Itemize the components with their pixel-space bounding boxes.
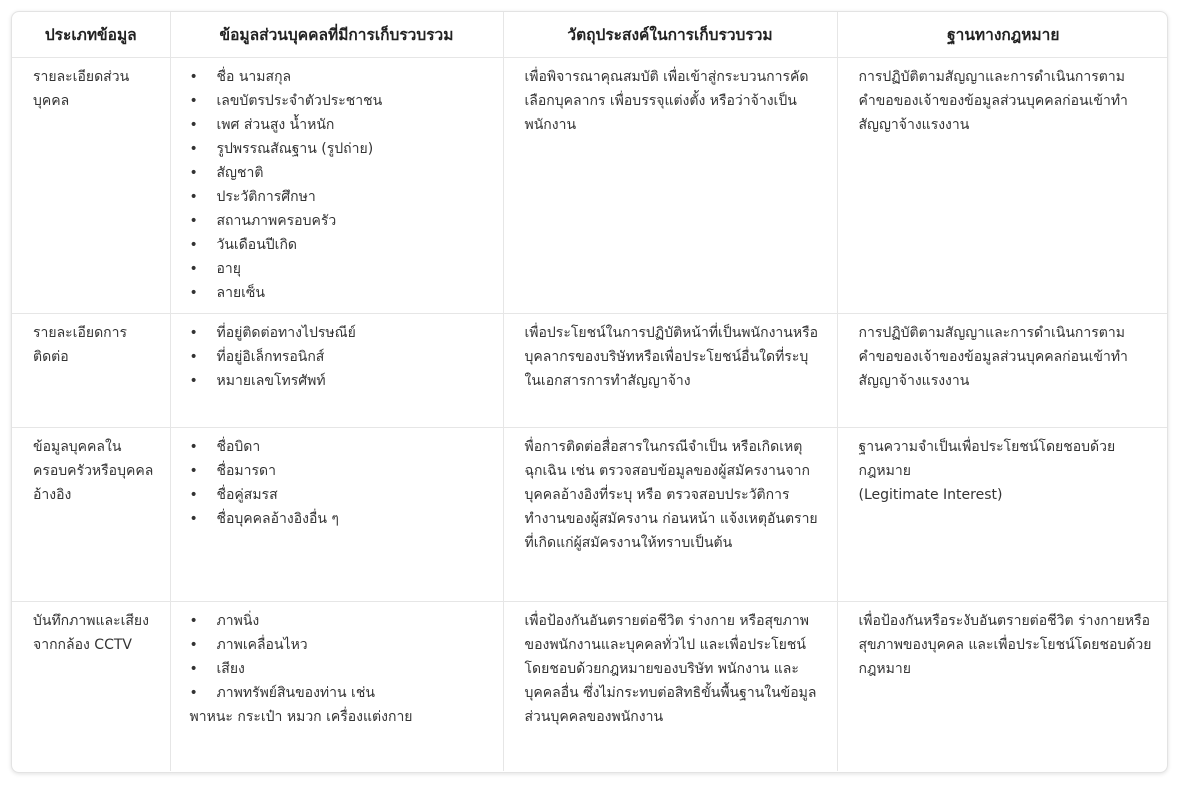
list-item: • เสียง xyxy=(190,657,491,681)
header-purpose: วัตถุประสงค์ในการเก็บรวบรวม xyxy=(503,12,837,58)
list-item: • สัญชาติ xyxy=(190,161,491,185)
cell-data-type: รายละเอียดการติดต่อ xyxy=(12,314,170,428)
cell-purpose: เพื่อป้องกันอันตรายต่อชีวิต ร่างกาย หรือสุขภาพของพนักงานและบุคคลทั่วไป และเพื่อประโยชน์โดยชอบด้วยกฎหมายของบริษัท พนักงาน และบุคคลอื่น ซึ่งไม่กระทบต่อสิทธิขั้นพื้นฐานในข้อมูลส่วนบุคคลของพนักงาน xyxy=(503,602,837,772)
cell-collected-data xyxy=(170,428,503,602)
personal-data-table xyxy=(12,12,1168,771)
list-item: • ชื่อบุคคลอ้างอิงอื่น ๆ xyxy=(190,507,491,531)
collected-data-list xyxy=(190,435,491,531)
list-item: • ที่อยู่อิเล็กทรอนิกส์ xyxy=(190,345,491,369)
list-item: • ภาพทรัพย์สินของท่าน เช่น xyxy=(190,681,491,705)
cell-data-type: ข้อมูลบุคคลในครอบครัวหรือบุคคลอ้างอิง xyxy=(12,428,170,602)
cell-collected-data xyxy=(170,314,503,428)
collected-data-continuation: พาหนะ กระเป๋า หมวก เครื่องแต่งกาย xyxy=(189,709,413,725)
collected-data-list xyxy=(190,609,491,705)
cell-data-type: บันทึกภาพและเสียงจากกล้อง CCTV xyxy=(12,602,170,772)
data-table-card xyxy=(11,11,1168,773)
table-row xyxy=(12,428,1168,602)
cell-legal-basis: เพื่อป้องกันหรือระงับอันตรายต่อชีวิต ร่างกายหรือสุขภาพของบุคคล และเพื่อประโยชน์โดยชอบด้วยกฎหมาย xyxy=(858,613,1152,677)
header-legal-basis: ฐานทางกฎหมาย xyxy=(837,12,1168,58)
list-item: • หมายเลขโทรศัพท์ xyxy=(190,369,491,393)
legal-basis-note: (Legitimate Interest) xyxy=(858,487,1003,503)
cell-data-type: รายละเอียดส่วนบุคคล xyxy=(12,58,170,314)
list-item: • ภาพนิ่ง xyxy=(190,609,491,633)
collected-data-list xyxy=(190,65,491,305)
list-item: • ภาพเคลื่อนไหว xyxy=(190,633,491,657)
cell-purpose: เพื่อประโยชน์ในการปฏิบัติหน้าที่เป็นพนักงานหรือบุคลากรของบริษัทหรือเพื่อประโยชน์อื่นใดที่ระบุในเอกสารการทำสัญญาจ้าง xyxy=(503,314,837,428)
list-item: • ประวัติการศึกษา xyxy=(190,185,491,209)
table-row xyxy=(12,314,1168,428)
list-item: • สถานภาพครอบครัว xyxy=(190,209,491,233)
list-item: • เลขบัตรประจำตัวประชาชน xyxy=(190,89,491,113)
table-header-row xyxy=(12,12,1168,58)
list-item: • รูปพรรณสัณฐาน (รูปถ่าย) xyxy=(190,137,491,161)
cell-legal-basis: การปฏิบัติตามสัญญาและการดำเนินการตามคำขอของเจ้าของข้อมูลส่วนบุคคลก่อนเข้าทำสัญญาจ้างแรงงาน xyxy=(837,58,1168,314)
cell-legal-basis xyxy=(837,428,1168,602)
list-item: • ลายเซ็น xyxy=(190,281,491,305)
list-item: • วันเดือนปีเกิด xyxy=(190,233,491,257)
collected-data-list xyxy=(190,321,491,393)
list-item: • ชื่อมารดา xyxy=(190,459,491,483)
list-item: • ที่อยู่ติดต่อทางไปรษณีย์ xyxy=(190,321,491,345)
list-item: • ชื่อ นามสกุล xyxy=(190,65,491,89)
list-item: • เพศ ส่วนสูง น้ำหนัก xyxy=(190,113,491,137)
list-item: • ชื่อคู่สมรส xyxy=(190,483,491,507)
cell-legal-basis: การปฏิบัติตามสัญญาและการดำเนินการตามคำขอของเจ้าของข้อมูลส่วนบุคคลก่อนเข้าทำสัญญาจ้างแรงงาน xyxy=(837,314,1168,428)
cell-purpose: เพื่อพิจารณาคุณสมบัติ เพื่อเข้าสู่กระบวนการคัดเลือกบุคลากร เพื่อบรรจุแต่งตั้ง หรือว่าจ้างเป็นพนักงาน xyxy=(503,58,837,314)
table-row xyxy=(12,58,1168,314)
header-data-type: ประเภทข้อมูล xyxy=(12,12,170,58)
cell-purpose: พื่อการติดต่อสื่อสารในกรณีจำเป็น หรือเกิดเหตุฉุกเฉิน เช่น ตรวจสอบข้อมูลของผู้สมัครงานจากบุคคลอ้างอิงที่ระบุ หรือ ตรวจสอบประวัติการทำงานของผู้สมัครงาน ก่อนหน้า แจ้งเหตุอันตรายที่เกิดแก่ผู้สมัครงานให้ทราบเป็นต้น xyxy=(503,428,837,602)
cell-collected-data xyxy=(170,58,503,314)
header-collected-data: ข้อมูลส่วนบุคคลที่มีการเก็บรวบรวม xyxy=(170,12,503,58)
cell-collected-data xyxy=(170,602,503,772)
list-item: • ชื่อบิดา xyxy=(190,435,491,459)
list-item: • อายุ xyxy=(190,257,491,281)
legal-basis-text: ฐานความจำเป็นเพื่อประโยชน์โดยชอบด้วยกฎหมาย xyxy=(858,439,1116,479)
table-row xyxy=(12,602,1168,772)
